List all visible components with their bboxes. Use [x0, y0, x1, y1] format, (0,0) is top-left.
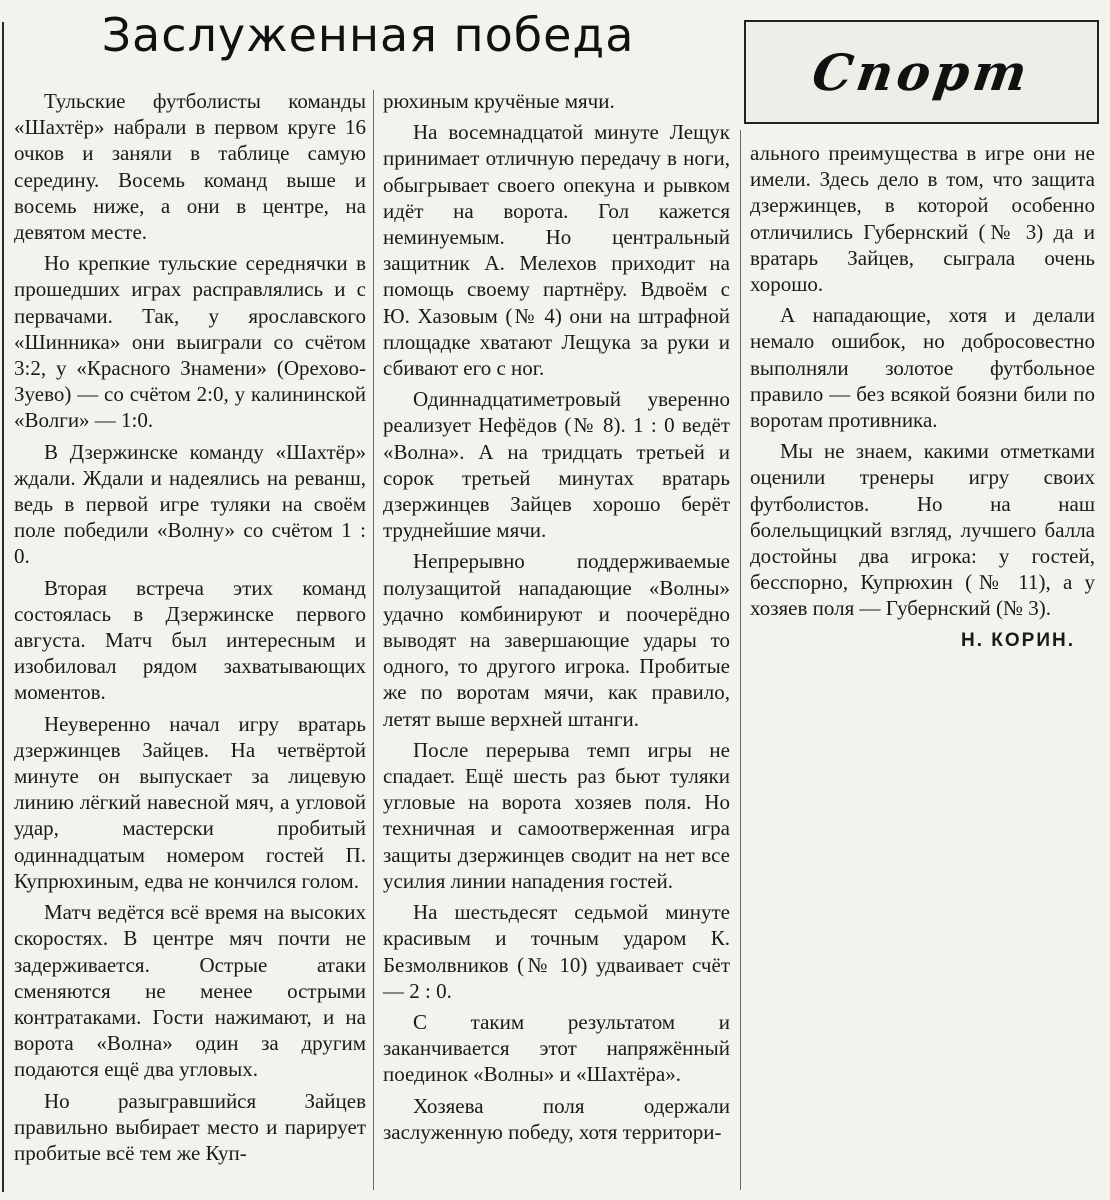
- paragraph: Тульские футболисты команды «Шахтёр» набрали в первом круге 16 очков и заняли в таблице самую середину. Восемь команд выше и восемь ниже, а они в центре, на девятом месте.: [14, 89, 366, 245]
- paragraph: Но разыгравшийся Зайцев правильно выбирает место и парирует пробитые всё тем же Куп-: [14, 1088, 366, 1165]
- left-border-rule: [2, 22, 4, 1192]
- paragraph: Неуверенно начал игру вратарь дзержинцев Зайцев. На четвёртой минуте он выпускает за лицевую линию лёгкий навесной мяч, а угловой удар, мастерски пробитый одиннадцатым номером гостей П. Купрюхиным, едва не кончился голом.: [14, 711, 366, 893]
- paragraph-continued: ального преимущества в игре они не имели. Здесь дело в том, что защита дзержинцев, в которой особенно отличились Губернский (№ 3) да и вратарь Зайцев, сыграла очень хорошо.: [750, 141, 1095, 297]
- paragraph: Матч ведётся всё время на высоких скоростях. В центре мяч почти не задерживается. Острые атаки сменяются не менее острыми контратаками. Гости нажимают, и на ворота «Волна» один за другим подаются ещё два угловых.: [14, 900, 366, 1082]
- sport-section-label: Спорт: [808, 42, 1035, 102]
- sport-section-box: [744, 20, 1099, 124]
- paragraph: В Дзержинске команду «Шахтёр» ждали. Ждали и надеялись на реванш, ведь в первой игре туляки на своём поле победили «Волну» со счётом 1 : 0.: [14, 439, 366, 569]
- paragraph: Хозяева поля одержали заслуженную победу, хотя территори-: [383, 1093, 730, 1144]
- article-headline: Заслуженная победа: [101, 8, 635, 62]
- paragraph: На шестьдесят седьмой минуте красивым и точным ударом К. Безмолвников (№ 10) удваивает счёт — 2 : 0.: [383, 900, 730, 1003]
- paragraph: А нападающие, хотя и делали немало ошибок, но добросовестно выполняли золотое футбольное правило — без всякой боязни били по воротам противника.: [750, 303, 1095, 433]
- paragraph: Одиннадцатиметровый уверенно реализует Нефёдов (№ 8). 1 : 0 ведёт «Волна». А на тридцать третьей и сорок третьей минутах вратарь дзержинцев Зайцев хорошо берёт труднейшие мячи.: [383, 387, 730, 543]
- paragraph-continued: рюхиным кручёные мячи.: [383, 89, 615, 113]
- author-signature: Н. КОРИН.: [961, 629, 1075, 651]
- paragraph: Мы не знаем, какими отметками оценили тренеры игру своих футболистов. Но на наш болельщицкий взгляд, лучшего балла достойны два игрока: у гостей, бесспорно, Купрюхин (№ 11), а у хозяев поля — Губернский (№ 3).: [750, 439, 1095, 621]
- paragraph: Непрерывно поддерживаемые полузащитой нападающие «Волны» удачно комбинируют и поочерёдно выводят на завершающие удары то одного, то другого игрока. Пробитые же по воротам мячи, как правило, летят выше верхней штанги.: [383, 549, 730, 731]
- article-column-2: [383, 88, 730, 1150]
- paragraph: После перерыва темп игры не спадает. Ещё шесть раз бьют туляки угловые на ворота хозяев поля. Но техничная и самоотверженная игра защиты дзержинцев сводит на нет все усилия линии нападения гостей.: [383, 737, 730, 893]
- paragraph: С таким результатом и заканчивается этот напряжённый поединок «Волны» и «Шахтёра».: [383, 1009, 730, 1087]
- paragraph: Вторая встреча этих команд состоялась в Дзержинске первого августа. Матч был интересным и изобиловал рядом захватывающих моментов.: [14, 575, 366, 705]
- article-column-3: [750, 140, 1095, 654]
- paragraph: Но крепкие тульские середнячки в прошедших играх расправлялись и с первачами. Так, у ярославского «Шинника» они выиграли со счётом 3:2, у «Красного Знамени» (Орехово-Зуево) — со счётом 2:0, у калининской «Волги» — 1:0.: [14, 251, 366, 433]
- column-divider: [373, 90, 374, 1190]
- article-column-1: [14, 88, 366, 1171]
- column-divider: [740, 130, 741, 1190]
- paragraph: На восемнадцатой минуте Лещук принимает отличную передачу в ноги, обыгрывает своего опекуна и рывком идёт на ворота. Гол кажется неминуемым. Но центральный защитник А. Мелехов приходит на помощь своему партнёру. Вдвоём с Ю. Хазовым (№ 4) они на штрафной площадке хватают Лещука за руки и сбивают его с ног.: [383, 120, 730, 381]
